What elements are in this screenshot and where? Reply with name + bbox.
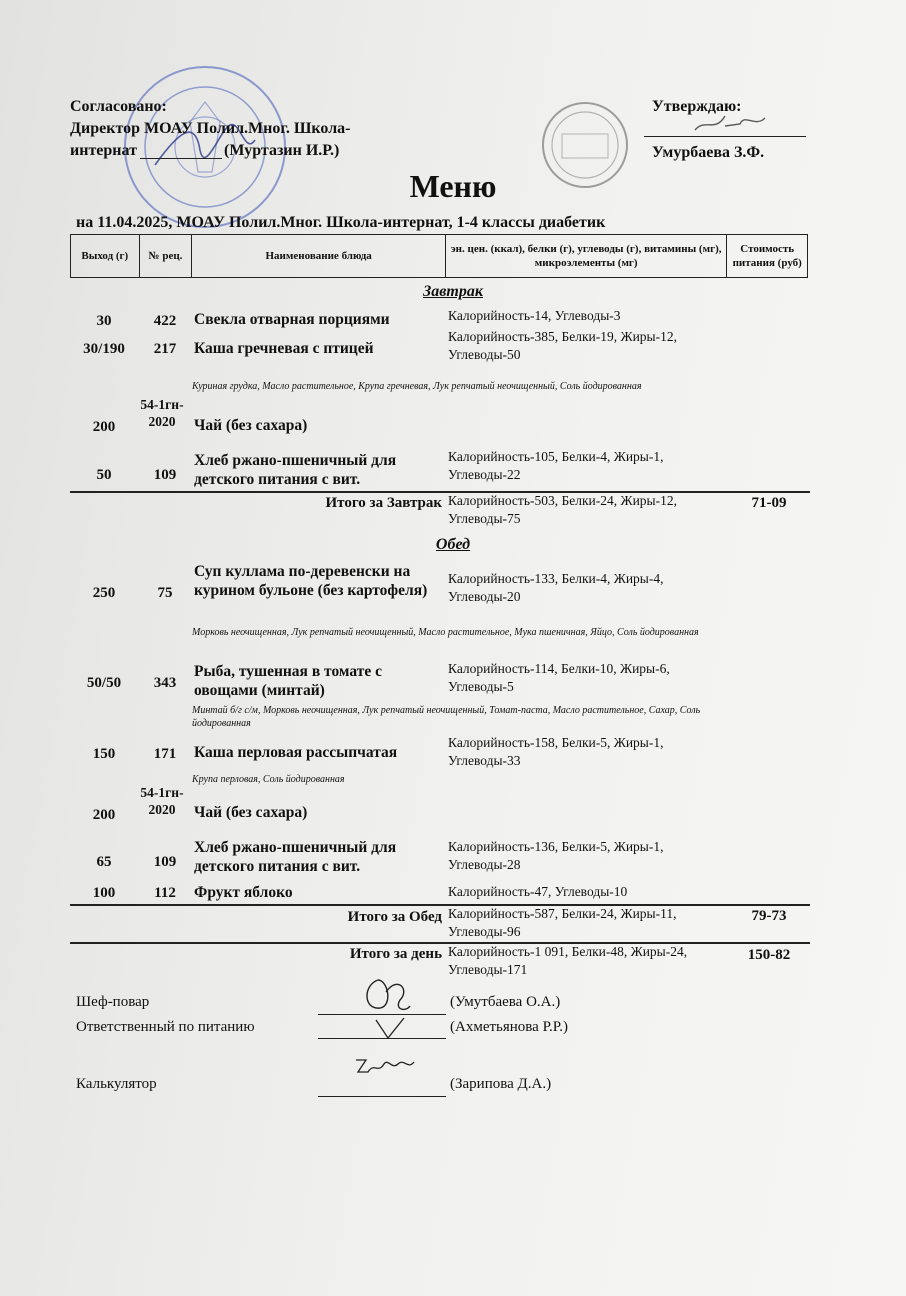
dish-name: Фрукт яблоко: [194, 884, 293, 901]
table-row: 250: [92, 585, 116, 601]
approver-name: Умурбаева З.Ф.: [652, 144, 765, 161]
dish-ingredients: Минтай б/г с/м, Морковь неочищенная, Лук репчатый неочищенный, Томат-паста, Масло растительное, Сахар, Соль йодированная: [192, 705, 701, 729]
table-row: 50: [96, 467, 112, 483]
recipe-number: 54-1гн-2020: [140, 785, 184, 817]
breakfast-total-nutrition: Калорийность-503, Белки-24, Жиры-12, Углеводы-75: [448, 493, 677, 526]
recipe-number: 343: [153, 675, 177, 691]
col-price: Стоимость питания (руб): [732, 243, 802, 269]
signature-role: Ответственный по питанию: [76, 1019, 255, 1035]
dish-name: Хлеб ржано-пшеничный для детского питания с вит.: [194, 452, 397, 488]
day-total-nutrition: Калорийность-1 091, Белки-48, Жиры-24, Углеводы-171: [448, 944, 688, 977]
lunch-total-nutrition: Калорийность-587, Белки-24, Жиры-11, Углеводы-96: [448, 906, 677, 939]
section-lunch: Обед: [435, 536, 471, 553]
agreed-label: Согласовано:: [70, 98, 167, 115]
signature-name: (Умутбаева О.А.): [450, 994, 561, 1010]
dish-nutrition: Калорийность-14, Углеводы-3: [448, 308, 621, 323]
dish-ingredients: Крупа перловая, Соль йодированная: [192, 774, 345, 785]
director-name: (Муртазин И.Р.): [224, 142, 340, 159]
table-row: 65: [96, 854, 112, 870]
table-row: 200: [92, 807, 116, 823]
table-row: 150: [92, 746, 116, 762]
table-row: 100: [92, 885, 116, 901]
dish-name: Рыба, тушенная в томате с овощами (минтай): [194, 663, 382, 699]
table-row: 30: [96, 313, 112, 329]
col-output: Выход (г): [71, 235, 140, 277]
dish-name: Суп куллама по-деревенски на курином бульоне (без картофеля): [194, 563, 428, 599]
responsible-signature: [372, 1016, 408, 1040]
calculator-signature: [352, 1054, 416, 1078]
dish-name: Хлеб ржано-пшеничный для детского питания с вит.: [194, 839, 397, 875]
recipe-number: 112: [154, 885, 176, 901]
signature-name: (Зарипова Д.А.): [450, 1076, 552, 1092]
recipe-number: 109: [153, 854, 177, 870]
dish-nutrition: Калорийность-385, Белки-19, Жиры-12, Углеводы-50: [448, 329, 677, 362]
chef-signature: [358, 970, 414, 1016]
col-name: Наименование блюда: [192, 235, 446, 277]
dish-name: Каша гречневая с птицей: [194, 340, 374, 357]
table-header: [70, 234, 808, 278]
col-nutrition: эн. цен. (ккал), белки (г), углеводы (г), витамины (мг), микроэлементы (мг): [446, 235, 727, 277]
dish-name: Каша перловая рассыпчатая: [194, 744, 398, 761]
dish-nutrition: Калорийность-114, Белки-10, Жиры-6, Углеводы-5: [448, 661, 670, 694]
dish-name: Чай (без сахара): [194, 417, 308, 434]
signature-role: Шеф-повар: [76, 994, 150, 1010]
approve-label: Утверждаю:: [652, 98, 742, 115]
table-row: 200: [92, 419, 116, 435]
signature-role: Калькулятор: [76, 1076, 157, 1092]
recipe-number: 75: [157, 585, 173, 601]
dish-name: Свекла отварная порциями: [194, 311, 390, 328]
lunch-total-label: Итого за Обед: [347, 909, 442, 925]
dish-name: Чай (без сахара): [194, 804, 308, 821]
recipe-number: 171: [153, 746, 177, 762]
section-breakfast: Завтрак: [423, 283, 483, 300]
col-recipe: № рец.: [140, 235, 193, 277]
breakfast-total-label: Итого за Завтрак: [325, 495, 442, 511]
recipe-number: 217: [153, 341, 177, 357]
page-title: Меню: [409, 168, 497, 204]
director-line-2a: интернат: [70, 142, 137, 159]
breakfast-total-price: 71-09: [751, 495, 787, 511]
dish-nutrition: Калорийность-105, Белки-4, Жиры-1, Углеводы-22: [448, 449, 664, 482]
dish-ingredients: Куриная грудка, Масло растительное, Крупа гречневая, Лук репчатый неочищенный, Соль йодированная: [192, 381, 642, 392]
page-subtitle: на 11.04.2025, МОАУ Полил.Мног. Школа-интернат, 1-4 классы диабетик: [76, 214, 606, 231]
dish-nutrition: Калорийность-136, Белки-5, Жиры-1, Углеводы-28: [448, 839, 664, 872]
table-row: 50/50: [86, 675, 122, 691]
lunch-total-price: 79-73: [751, 908, 787, 924]
recipe-number: 54-1гн-2020: [140, 397, 184, 429]
dish-ingredients: Морковь неочищенная, Лук репчатый неочищенный, Масло растительное, Мука пшеничная, Яйцо, Соль йодированная: [192, 627, 699, 638]
recipe-number: 422: [153, 313, 177, 329]
day-total-label: Итого за день: [349, 946, 442, 962]
dish-nutrition: Калорийность-47, Углеводы-10: [448, 884, 628, 899]
day-total-price: 150-82: [747, 947, 791, 963]
recipe-number: 109: [153, 467, 177, 483]
table-row: 30/190: [83, 341, 125, 357]
director-line: Директор МОАУ Полил.Мног. Школа-: [70, 120, 351, 137]
dish-nutrition: Калорийность-133, Белки-4, Жиры-4, Углеводы-20: [448, 571, 664, 604]
dish-nutrition: Калорийность-158, Белки-5, Жиры-1, Углеводы-33: [448, 735, 664, 768]
signature-name: (Ахметьянова Р.Р.): [450, 1019, 569, 1035]
